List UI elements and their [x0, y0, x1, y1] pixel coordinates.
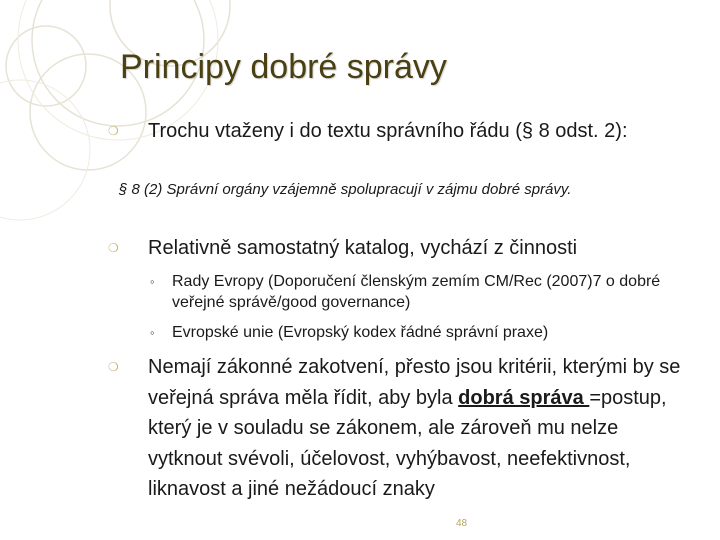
sub-bullet-item	[150, 322, 672, 343]
bullet-item	[108, 117, 693, 145]
bullet-text: Nemají zákonné zakotvení, přesto jsou kritérii, kterými by se veřejná správa měla řídit, aby byla	[148, 356, 681, 409]
law-quote: § 8 (2) Správní orgány vzájemně spolupracují v zájmu dobré správy.	[119, 181, 572, 198]
bullet-item	[108, 234, 693, 262]
dashed-circle-bullet-icon: ❍	[108, 360, 119, 374]
small-circle-bullet-icon: ◦	[150, 274, 155, 289]
page-number: 48	[456, 518, 468, 529]
bullet-item	[108, 352, 693, 505]
dashed-circle-bullet-icon: ❍	[108, 124, 119, 138]
slide-title: Principy dobré správy	[120, 48, 447, 86]
bullet-text-continued: =postup, který je v souladu se zákonem, ale zároveň mu nelze vytknout svévoli, účelovost, vyhýbavost, neefektivnost, liknavost a jiné nežádoucí znaky	[148, 386, 667, 500]
sub-bullet-text: Evropské unie (Evropský kodex řádné správní praxe)	[172, 324, 549, 341]
small-circle-bullet-icon: ◦	[150, 325, 155, 340]
sub-bullet-item	[150, 271, 672, 313]
sub-bullet-text: Rady Evropy (Doporučení členským zemím CM/Rec (2007)7 o dobré veřejné správě/good governance)	[172, 273, 661, 311]
emphasis-text: dobrá správa	[458, 386, 590, 409]
bullet-text: Relativně samostatný katalog, vychází z činnosti	[148, 237, 578, 259]
bullet-text: Trochu vtaženy i do textu správního řádu (§ 8 odst. 2):	[148, 120, 628, 142]
dashed-circle-bullet-icon: ❍	[108, 241, 119, 255]
